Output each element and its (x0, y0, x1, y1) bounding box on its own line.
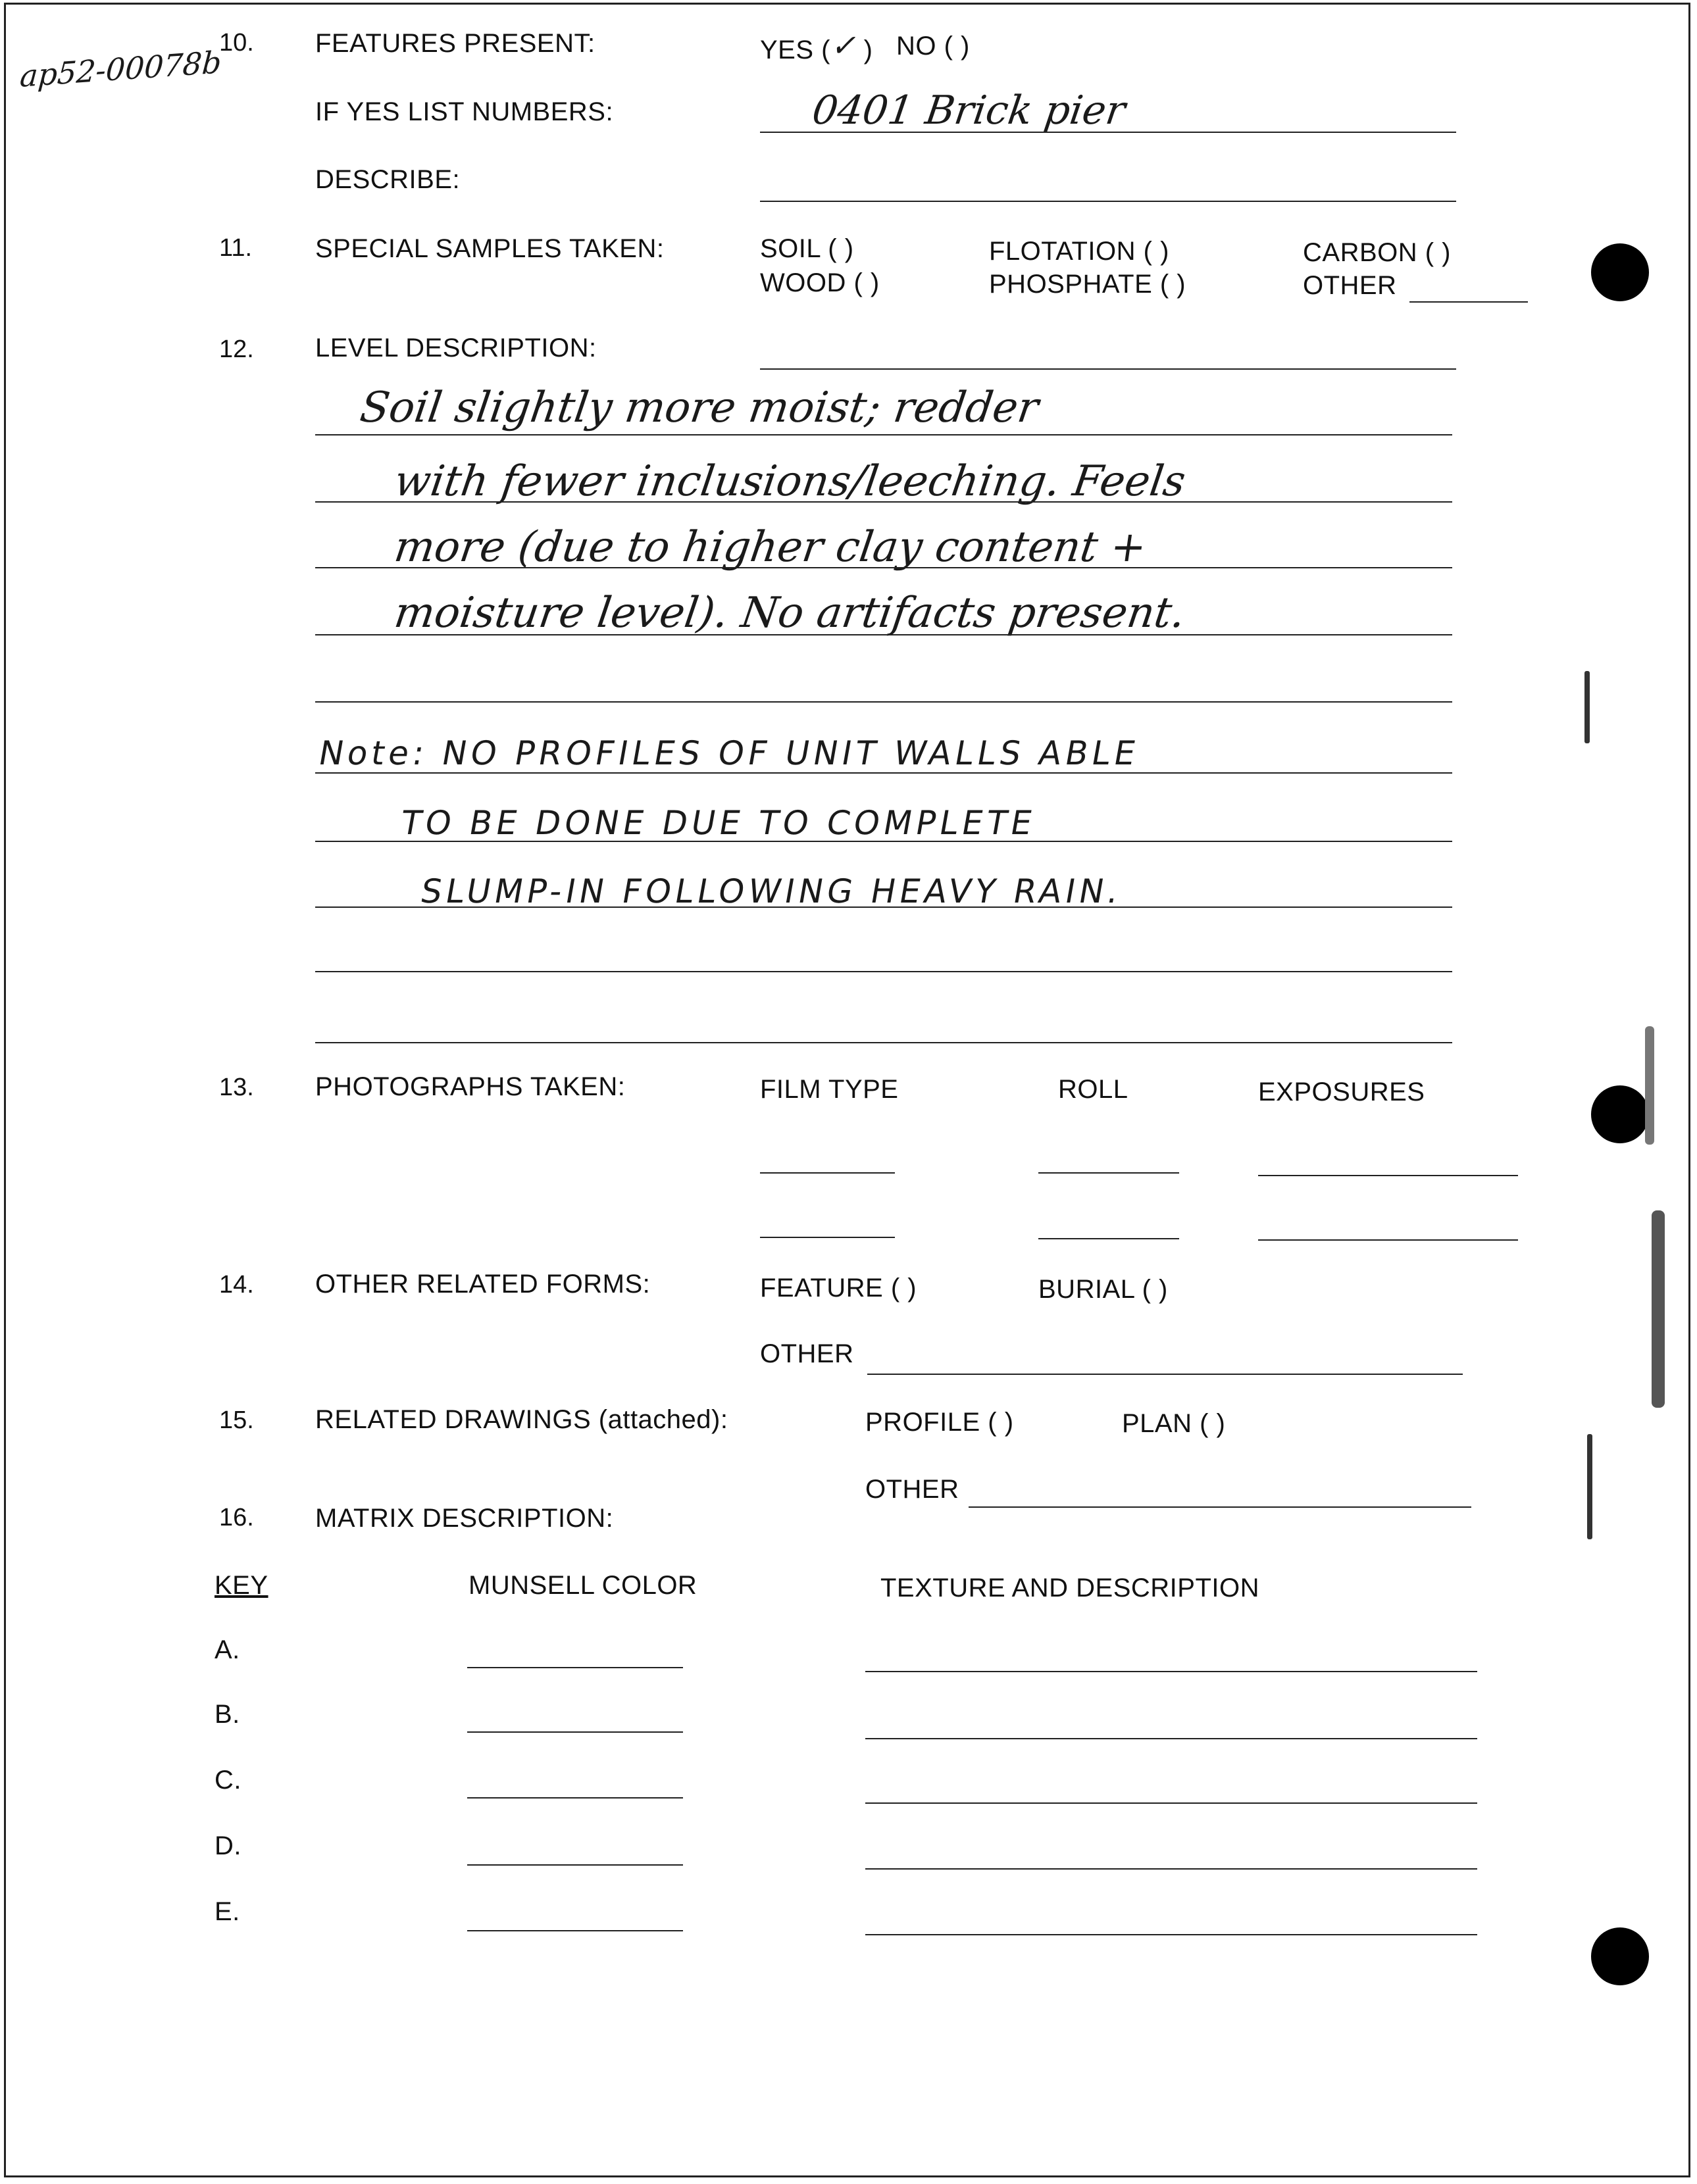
texture-line-e (865, 1934, 1477, 1935)
feature-option[interactable]: FEATURE ( ) (760, 1274, 917, 1303)
punch-hole-bottom (1591, 1927, 1649, 1985)
scan-noise-3 (1587, 1434, 1592, 1539)
level-line-6 (315, 772, 1452, 774)
munsell-header: MUNSELL COLOR (469, 1571, 697, 1600)
soil-option[interactable]: SOIL ( ) (760, 234, 854, 263)
other-samples-line (1409, 301, 1528, 303)
related-drawings-label: RELATED DRAWINGS (attached): (315, 1405, 728, 1434)
film-type-line-2 (760, 1237, 895, 1238)
punch-hole-middle (1591, 1085, 1649, 1143)
texture-line-a (865, 1671, 1477, 1672)
level-line-10 (315, 1042, 1452, 1043)
list-numbers-label: IF YES LIST NUMBERS: (315, 97, 614, 126)
flotation-option[interactable]: FLOTATION ( ) (989, 237, 1169, 266)
level-line-4 (315, 634, 1452, 635)
level-text-line-1: Soil slightly more moist; redder (357, 384, 1042, 432)
phosphate-option[interactable]: PHOSPHATE ( ) (989, 270, 1186, 299)
level-line-3 (315, 567, 1452, 568)
note-line-1: Note: NO PROFILES OF UNIT WALLS ABLE (315, 734, 1143, 772)
note-line-3: SLUMP-IN FOLLOWING HEAVY RAIN. (417, 872, 1126, 910)
burial-option[interactable]: BURIAL ( ) (1038, 1275, 1168, 1304)
yes-checkmark: ✓ (830, 28, 857, 63)
item-16-number: 16. (219, 1504, 254, 1531)
texture-line-c (865, 1802, 1477, 1804)
note-line-2: TO BE DONE DUE TO COMPLETE (397, 804, 1039, 842)
special-samples-label: SPECIAL SAMPLES TAKEN: (315, 234, 665, 263)
level-description-label: LEVEL DESCRIPTION: (315, 334, 597, 362)
level-line-9 (315, 971, 1452, 972)
list-numbers-line (760, 132, 1456, 133)
item-11-number: 11. (219, 234, 253, 262)
film-type-header: FILM TYPE (760, 1075, 899, 1104)
level-line-5 (315, 701, 1452, 703)
yes-label: YES ( (760, 36, 830, 64)
level-line-8 (315, 906, 1452, 908)
texture-line-b (865, 1738, 1477, 1739)
other-forms-line (867, 1374, 1463, 1375)
item-10-number: 10. (219, 29, 254, 57)
other-forms-label: OTHER RELATED FORMS: (315, 1270, 651, 1299)
describe-label: DESCRIBE: (315, 165, 461, 194)
punch-hole-top (1591, 243, 1649, 301)
key-row-a: A. (215, 1635, 240, 1664)
munsell-line-a (467, 1667, 683, 1668)
exposures-line-1 (1258, 1175, 1518, 1176)
exposures-line-2 (1258, 1239, 1518, 1241)
roll-header: ROLL (1058, 1075, 1128, 1104)
plan-option[interactable]: PLAN ( ) (1122, 1409, 1226, 1438)
level-line-2 (315, 501, 1452, 503)
key-header: KEY (215, 1571, 268, 1600)
texture-line-d (865, 1868, 1477, 1870)
other-samples-label: OTHER (1303, 271, 1397, 300)
yes-option[interactable]: YES (✓ ) (760, 28, 873, 64)
key-row-c: C. (215, 1766, 241, 1795)
scan-noise-4 (1645, 1026, 1654, 1145)
scan-noise-2 (1652, 1210, 1665, 1408)
level-line-0 (760, 368, 1456, 370)
key-row-e: E. (215, 1897, 240, 1926)
item-13-number: 13. (219, 1074, 254, 1101)
level-line-7 (315, 841, 1452, 842)
roll-line-1 (1038, 1172, 1179, 1174)
roll-line-2 (1038, 1238, 1179, 1239)
describe-line (760, 201, 1456, 202)
exposures-header: EXPOSURES (1258, 1078, 1425, 1106)
munsell-line-e (467, 1930, 683, 1931)
matrix-description-label: MATRIX DESCRIPTION: (315, 1504, 614, 1533)
margin-note: ap52-00078b (18, 44, 223, 94)
list-numbers-value: 0401 Brick pier (809, 87, 1128, 134)
level-text-line-2: with fewer inclusions/leeching. Feels (391, 457, 1189, 506)
item-15-number: 15. (219, 1406, 254, 1434)
profile-option[interactable]: PROFILE ( ) (865, 1408, 1014, 1437)
features-present-label: FEATURES PRESENT: (315, 29, 595, 58)
drawings-other-label: OTHER (865, 1475, 959, 1504)
no-option[interactable]: NO ( ) (896, 32, 970, 61)
photographs-label: PHOTOGRAPHS TAKEN: (315, 1072, 626, 1101)
key-row-b: B. (215, 1700, 240, 1729)
level-line-1 (315, 434, 1452, 435)
item-12-number: 12. (219, 335, 254, 363)
texture-header: TEXTURE AND DESCRIPTION (880, 1574, 1260, 1602)
scan-noise-1 (1584, 671, 1590, 743)
munsell-line-d (467, 1864, 683, 1866)
drawings-other-line (969, 1506, 1471, 1508)
other-forms-other-label: OTHER (760, 1339, 854, 1368)
wood-option[interactable]: WOOD ( ) (760, 268, 880, 297)
munsell-line-b (467, 1731, 683, 1733)
item-14-number: 14. (219, 1271, 254, 1299)
munsell-line-c (467, 1797, 683, 1799)
level-text-line-4: moisture level). No artifacts present. (391, 589, 1188, 637)
carbon-option[interactable]: CARBON ( ) (1303, 238, 1451, 267)
film-type-line-1 (760, 1172, 895, 1174)
key-row-d: D. (215, 1831, 241, 1860)
level-text-line-3: more (due to higher clay content + (391, 523, 1150, 572)
